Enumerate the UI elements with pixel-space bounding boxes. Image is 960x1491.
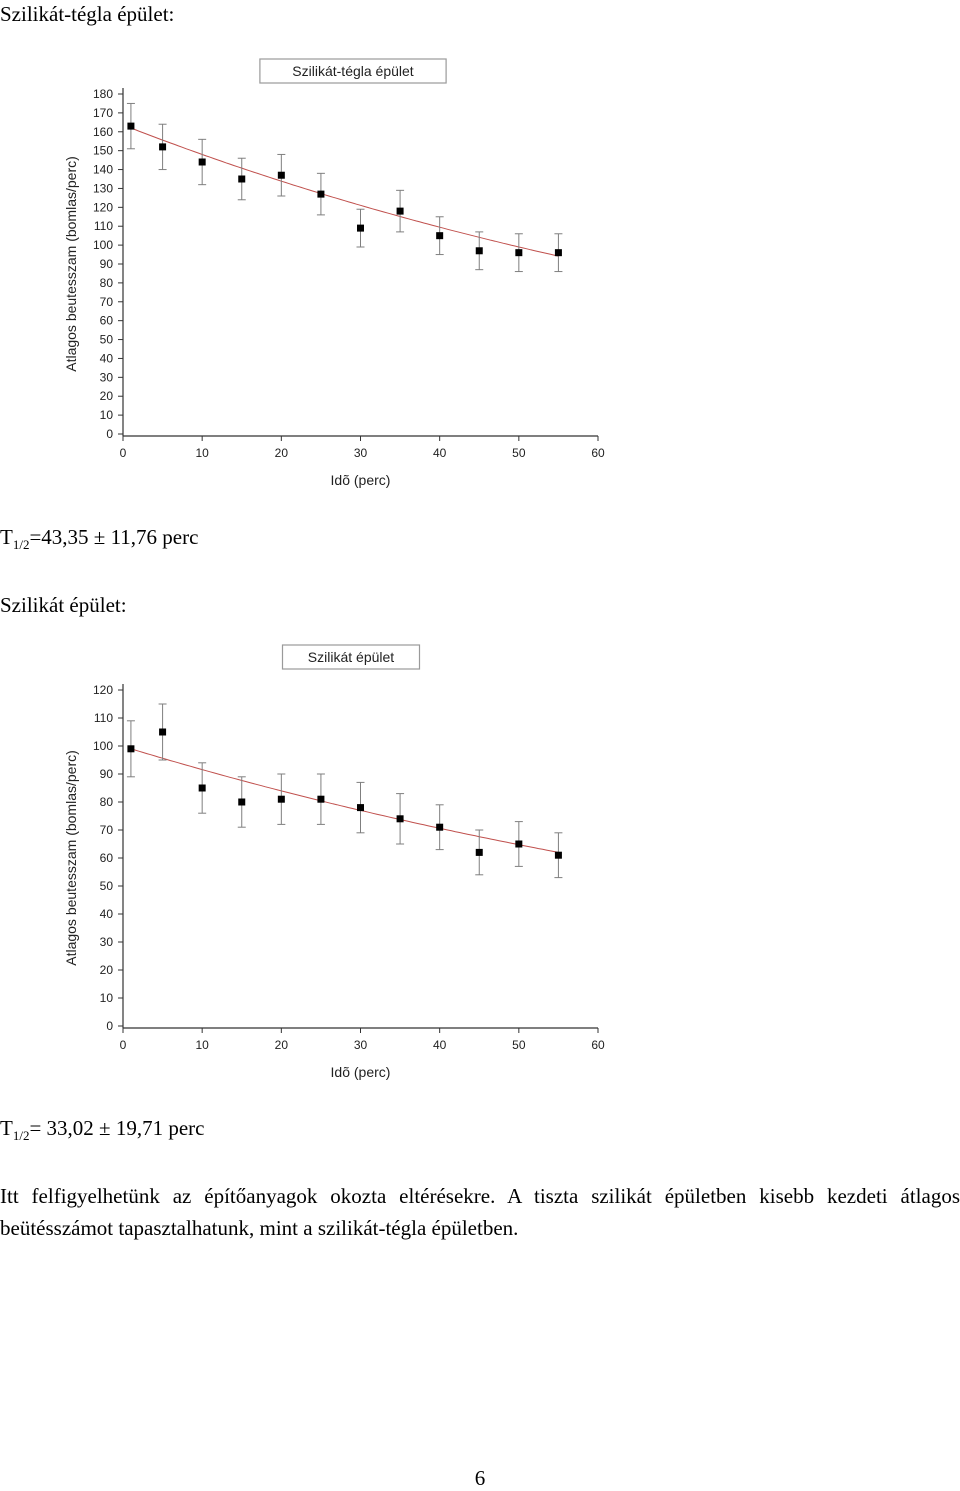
data-point (127, 745, 134, 752)
x-tick-label: 40 (432, 1038, 447, 1052)
x-axis-label: Idõ (perc) (330, 1064, 391, 1080)
y-tick-label: 60 (99, 313, 113, 328)
data-point (317, 191, 324, 198)
x-tick-label: 50 (512, 446, 526, 460)
y-tick-label: 30 (99, 370, 113, 385)
y-tick-label: 110 (93, 219, 113, 234)
page-number: 6 (474, 1466, 486, 1490)
y-tick-label: 40 (99, 907, 113, 921)
y-axis-label: Atlagos beutesszam (bomlas/perc) (63, 156, 79, 372)
data-point (238, 176, 245, 183)
x-tick-label: 20 (274, 1038, 289, 1052)
x-tick-label: 0 (119, 1038, 127, 1052)
y-tick-label: 30 (99, 935, 113, 949)
data-point (357, 225, 364, 232)
data-point (159, 729, 166, 736)
y-tick-label: 100 (92, 739, 113, 753)
y-tick-label: 150 (92, 143, 113, 158)
y-tick-label: 180 (92, 87, 113, 101)
y-tick-label: 20 (99, 963, 113, 977)
y-tick-label: 0 (106, 1019, 113, 1033)
y-tick-label: 140 (92, 162, 113, 177)
x-tick-label: 50 (512, 1038, 526, 1052)
x-tick-label: 10 (195, 446, 209, 460)
y-tick-label: 100 (92, 238, 113, 253)
y-tick-label: 130 (92, 181, 113, 196)
conclusion-paragraph: Itt felfigyelhetünk az építőanyagok okozta eltérésekre. A tiszta szilikát épületben kisebb kezdeti átlagos beütésszámot tapasztalhatunk, mint a szilikát-tégla épületben. (0, 1184, 960, 1240)
data-point (397, 208, 404, 215)
chart-szilikat (0, 640, 640, 1090)
fit-curve (131, 749, 559, 853)
y-tick-label: 10 (99, 408, 113, 423)
data-point (127, 123, 134, 130)
chart-title: Szilikát-tégla épület (292, 63, 414, 79)
x-tick-label: 30 (353, 446, 368, 460)
data-point (317, 796, 324, 803)
y-tick-label: 160 (92, 124, 113, 139)
x-tick-label: 60 (591, 446, 605, 460)
data-point (199, 785, 206, 792)
y-tick-label: 170 (92, 105, 113, 120)
x-axis-label: Idõ (perc) (330, 472, 391, 488)
fit-curve (131, 128, 559, 256)
x-tick-label: 10 (195, 1038, 209, 1052)
data-point (436, 824, 443, 831)
section-1-heading: Szilikát-tégla épület: (0, 2, 175, 26)
y-tick-label: 120 (92, 200, 113, 215)
y-tick-label: 40 (99, 351, 113, 366)
chart-szilikat-tegla (0, 50, 640, 500)
data-point (397, 815, 404, 822)
y-tick-label: 90 (99, 767, 113, 781)
data-point (278, 796, 285, 803)
x-tick-label: 40 (432, 446, 447, 460)
data-point (476, 247, 483, 254)
y-tick-label: 10 (99, 991, 113, 1005)
data-point (199, 159, 206, 166)
x-tick-label: 60 (591, 1038, 605, 1052)
half-life-2: $T_{1/2}= 33,02 \pm 19,71$ perc (0, 1116, 205, 1144)
y-tick-label: 70 (99, 294, 113, 309)
x-tick-label: 0 (119, 446, 127, 460)
x-tick-label: 20 (274, 446, 289, 460)
y-tick-label: 110 (93, 711, 113, 725)
y-tick-label: 60 (99, 851, 113, 865)
data-point (278, 172, 285, 179)
y-axis-label: Atlagos beutesszam (bomlas/perc) (63, 750, 79, 966)
data-point (159, 143, 166, 150)
chart-title: Szilikát épület (307, 649, 395, 665)
y-tick-label: 80 (99, 275, 113, 290)
y-tick-label: 0 (106, 427, 113, 441)
data-point (357, 804, 364, 811)
section-2-heading: Szilikát épület: (0, 593, 127, 617)
data-point (515, 249, 522, 256)
data-point (436, 232, 443, 239)
y-tick-label: 70 (99, 823, 113, 837)
data-point (555, 852, 562, 859)
y-tick-label: 90 (99, 257, 113, 271)
y-tick-label: 20 (99, 389, 113, 404)
data-point (555, 249, 562, 256)
data-point (476, 849, 483, 856)
y-tick-label: 120 (92, 683, 113, 697)
data-point (238, 799, 245, 806)
y-tick-label: 50 (99, 879, 113, 893)
data-point (515, 841, 522, 848)
y-tick-label: 50 (99, 332, 113, 347)
half-life-1: $T_{1/2}=43,35 \pm 11,76$ perc (0, 525, 199, 553)
x-tick-label: 30 (353, 1038, 368, 1052)
y-tick-label: 80 (99, 795, 113, 809)
